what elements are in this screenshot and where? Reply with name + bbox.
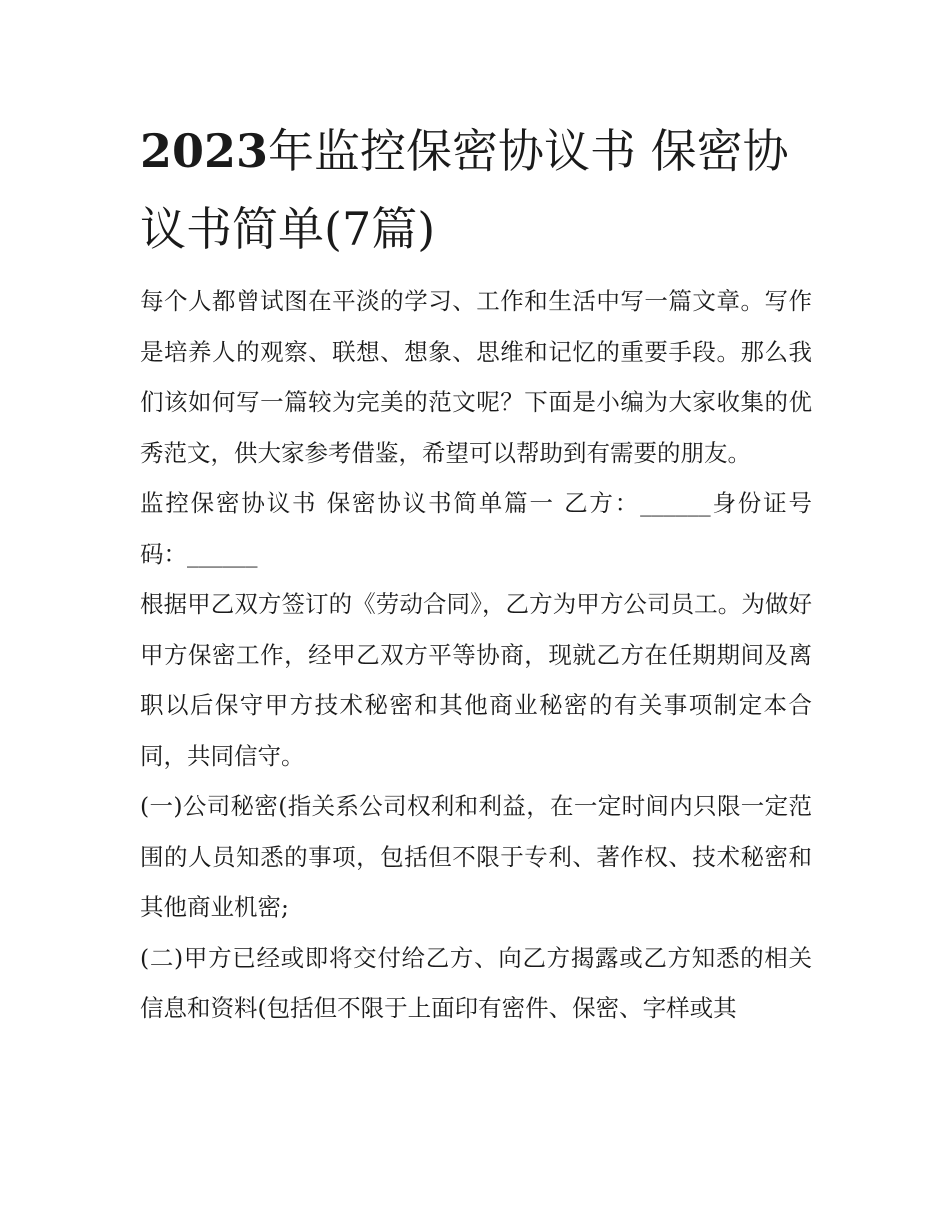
document-title bbox=[140, 112, 812, 268]
title-year: 2023 bbox=[140, 124, 269, 178]
document-page bbox=[140, 112, 812, 1034]
clause-two-paragraph: (二)甲方已经或即将交付给乙方、向乙方揭露或乙方知悉的相关信息和资料(包括但不限于上面印有密件、保密、字样或其 bbox=[140, 943, 812, 1022]
intro-paragraph: 每个人都曾试图在平淡的学习、工作和生活中写一篇文章。写作是培养人的观察、联想、想象、思维和记忆的重要手段。那么我们该如何写一篇较为完美的范文呢？下面是小编为大家收集的优秀范文，供大家参考借鉴，希望可以帮助到有需要的朋友。 bbox=[140, 287, 812, 467]
contract-preamble-paragraph: 根据甲乙双方签订的《劳动合同》，乙方为甲方公司员工。为做好甲方保密工作，经甲乙双方平等协商，现就乙方在任期期间及离职以后保守甲方技术秘密和其他商业秘密的有关事项制定本合同，共同信守。 bbox=[140, 590, 812, 770]
clause-one-paragraph: (一)公司秘密(指关系公司权利和利益，在一定时间内只限一定范围的人员知悉的事项，包括但不限于专利、著作权、技术秘密和其他商业机密; bbox=[140, 792, 812, 921]
title-text: 年监控保密协议书 保密协议书简单(7篇) bbox=[140, 124, 789, 256]
section-heading-paragraph: 监控保密协议书 保密协议书简单篇一 乙方：______身份证号码：______ bbox=[140, 489, 812, 568]
